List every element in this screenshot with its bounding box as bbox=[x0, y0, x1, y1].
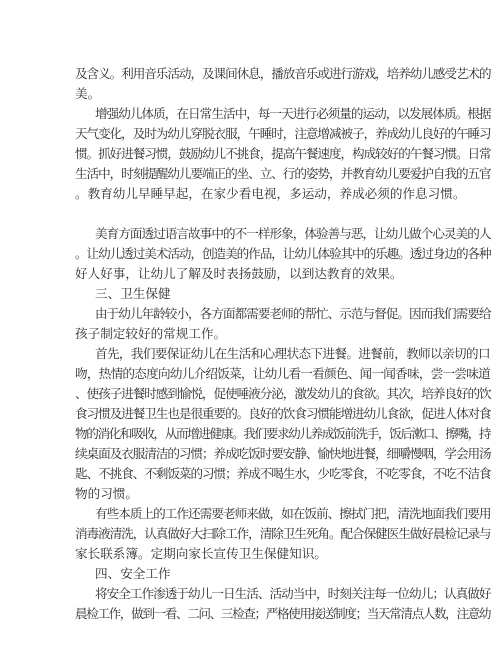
text-line: 消毒液清洗，认真做好大扫除工作，清除卫生死角。配合保健医生做好晨检记录与 bbox=[75, 526, 491, 541]
section-heading: 三、卫生保健 bbox=[95, 286, 171, 301]
text-line: 及含义。利用音乐活动，及课间休息，播放音乐或进行游戏，培养幼儿感受艺术的 bbox=[75, 66, 491, 81]
text-line: 续桌面及衣服清洁的习惯；养成吃饭时要安静、愉快地进餐，细嚼慢咽，学会用汤 bbox=[75, 446, 491, 461]
paragraph-start-line: 将安全工作渗透于幼儿一日生活、活动当中，时刻关注每一位幼儿；认真做好 bbox=[95, 586, 491, 601]
text-line: 吻，热情的态度向幼儿介绍饭菜，让幼儿看一看颜色、闻一闻香味，尝一尝味道 bbox=[75, 366, 491, 381]
text-line: 生活中，时刻提醒幼儿要端正的坐、立、行的姿势，并教育幼儿要爱护自我的五官 bbox=[75, 166, 491, 181]
text-line: 晨检工作，做到一看、二问、三检查；严格使用接送制度；当天常清点人数，注意幼 bbox=[75, 606, 491, 621]
text-line: 天气变化，及时为幼儿穿脱衣服，午睡时，注意增减被子，养成幼儿良好的午睡习 bbox=[75, 126, 491, 141]
section-heading: 四、安全工作 bbox=[95, 566, 171, 581]
paragraph-start-line: 首先，我们要保证幼儿在生活和心理状态下进餐。进餐前，教师以亲切的口 bbox=[95, 346, 490, 361]
text-line: 匙、不挑食、不剩饭菜的习惯；养成不喝生水，少吃零食，不吃零食，不吃不洁食 bbox=[75, 466, 491, 481]
text-line: 物的习惯。 bbox=[75, 486, 138, 501]
paragraph-start-line: 增强幼儿体质，在日常生活中，每一天进行必须量的运动，以发展体质。根据 bbox=[95, 106, 491, 121]
text-line: 孩子制定较好的常规工作。 bbox=[75, 326, 227, 341]
paragraph-start-line: 由于幼儿年龄较小，各方面都需要老师的帮忙、示范与督促。因而我们需要给 bbox=[95, 306, 491, 321]
paragraph-start-line: 有些本质上的工作还需要老师来做，如在饭前、擦拭门把，清洗地面我们要用 bbox=[95, 506, 491, 521]
text-line: 食习惯及进餐卫生也是很重要的。良好的饮食习惯能增进幼儿食欲，促进人体对食 bbox=[75, 406, 491, 421]
text-line: 好人好事，让幼儿了解及时表扬鼓励，以到达教育的效果。 bbox=[75, 266, 403, 281]
text-line: 家长联系簿。定期向家长宣传卫生保健知识。 bbox=[75, 546, 327, 561]
text-line: 美。 bbox=[75, 86, 101, 101]
text-line: 物的消化和吸收，从而增进健康。我们要求幼儿养成饭前洗手，饭后漱口、擦嘴，持 bbox=[75, 426, 491, 441]
text-line: 。教育幼儿早睡早起，在家少看电视，多运动，养成必须的作息习惯。 bbox=[75, 186, 466, 201]
text-line: 、使孩子进餐时感到愉悦，促使唾液分泌，激发幼儿的食欲。其次，培养良好的饮 bbox=[75, 386, 491, 401]
text-line: 惯。抓好进餐习惯，鼓励幼儿不挑食，提高午餐速度，构成较好的午餐习惯。日常 bbox=[75, 146, 491, 161]
paragraph-start-line: 美育方面透过语言故事中的不一样形象，体验善与恶，让幼儿做个心灵美的人 bbox=[95, 226, 491, 241]
text-line: 。让幼儿透过美术活动，创造美的作品，让幼儿体验其中的乐趣。透过身边的各种 bbox=[75, 246, 491, 261]
